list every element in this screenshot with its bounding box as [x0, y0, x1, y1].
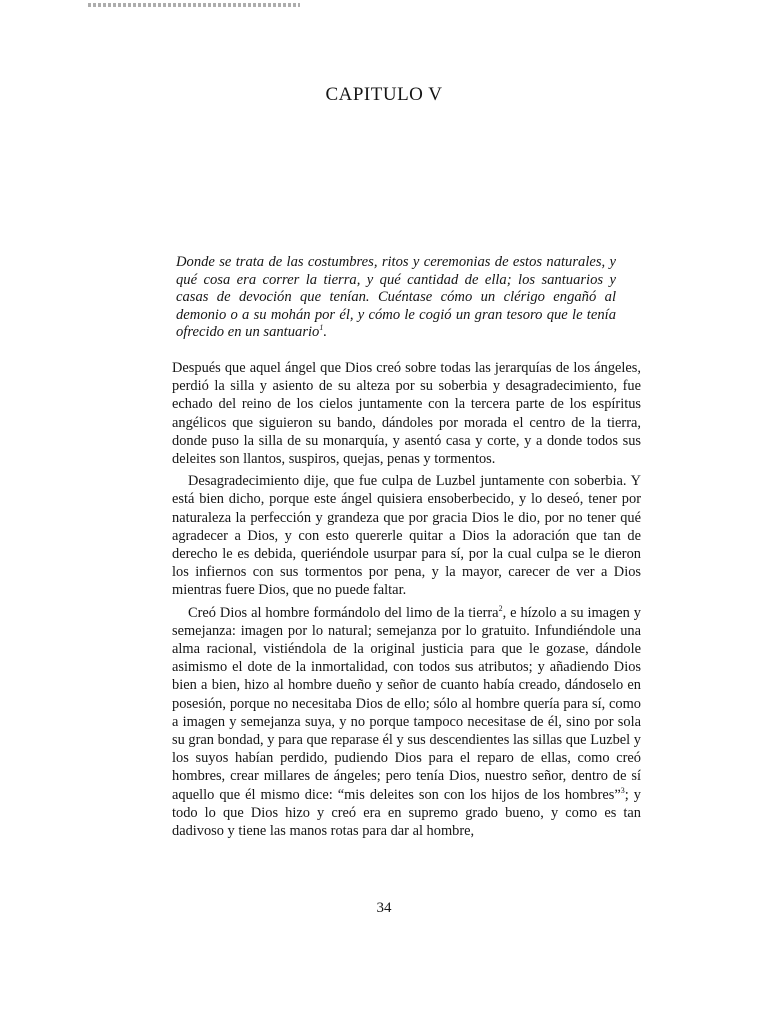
paragraph-1: Después que aquel ángel que Dios creó sobre todas las jerarquías de los ángeles, perdió la silla y asiento de su alteza por su soberbia y desagradecimiento, fue echado del reino de los cielos juntamente con la tercera parte de los espíritus angélicos que siguieron su bando, dándoles por morada el centro de la tierra, donde puso la silla de su monarquía, y asentó casa y corte, y a donde todos sus deleites son llantos, suspiros, quejas, penas y tormentos.	[172, 360, 641, 468]
footnote-mark: 3	[620, 785, 625, 795]
scan-artifact	[88, 3, 300, 7]
summary-end: .	[323, 324, 328, 341]
page-number: 34	[376, 900, 392, 916]
paragraph-3-part-a: Creó Dios al hombre formándolo del limo de la tierra	[188, 604, 499, 621]
paragraph-2: Desagradecimiento dije, que fue culpa de Luzbel juntamente con soberbia. Y está bien dicho, porque este ángel quisiera ensoberbecido, y lo deseó, tener por naturaleza la perfección y grandeza que por gracia Dios le dio, por no tener qué agradecer a Dios, y con esto quererle quitar a Dios la adoración que tan de derecho le es debida, queriéndole usurpar para sí, por la cual culpa se le dieron los infiernos con sus tormentos por pena, y la mayor, carecer de ver a Dios mientras fuere Dios, que no puede faltar.	[172, 473, 641, 599]
chapter-title: CAPITULO V	[325, 84, 443, 105]
summary-text: Donde se trata de las costumbres, ritos y ceremonias de estos naturales, y qué cosa era correr la tierra, y qué cantidad de ella; los santuarios y casas de devoción que tenían. Cuéntase cómo un clérigo engañó al demonio o a su mohán por él, y cómo le cogió un gran tesoro que le tenía ofrecido en un santuario	[176, 254, 616, 341]
paragraph-3-part-c: ; y todo lo que Dios hizo y creó era en supremo grado bueno, y como es tan dadivoso y tiene las manos rotas para dar al hombre,	[172, 786, 641, 840]
paragraph-3	[172, 604, 641, 841]
footnote-mark: 1	[319, 323, 324, 333]
body-text	[172, 359, 641, 840]
paragraph-3-part-b: , e hízolo a su imagen y semejanza: imagen por lo natural; semejanza por lo gratuito. Infundiéndole una alma racional, vistiéndola de la original justicia para que le gozase, dándole asimismo el dote de la inmortalidad, con todos sus atributos; y añadiendo Dios bien a bien, hizo al hombre dueño y señor de cuanto había creado, dándoselo en posesión, porque no necesitaba Dios de ello; sólo al hombre quería para sí, como a imagen y semejanza suya, y no porque tampoco necesitase de él, sino por sola su gran bondad, y para que reparase él y sus descendientes las sillas que Luzbel y los suyos habían perdido, pudiendo Dios para el reparo de ellas, como creó hombres, crear millares de ángeles; pero tenía Dios, nuestro señor, dentro de sí aquello que él mismo dice: “mis deleites son con los hijos de los hombres”	[172, 604, 642, 803]
chapter-summary	[176, 254, 616, 342]
footnote-mark: 2	[498, 603, 503, 613]
